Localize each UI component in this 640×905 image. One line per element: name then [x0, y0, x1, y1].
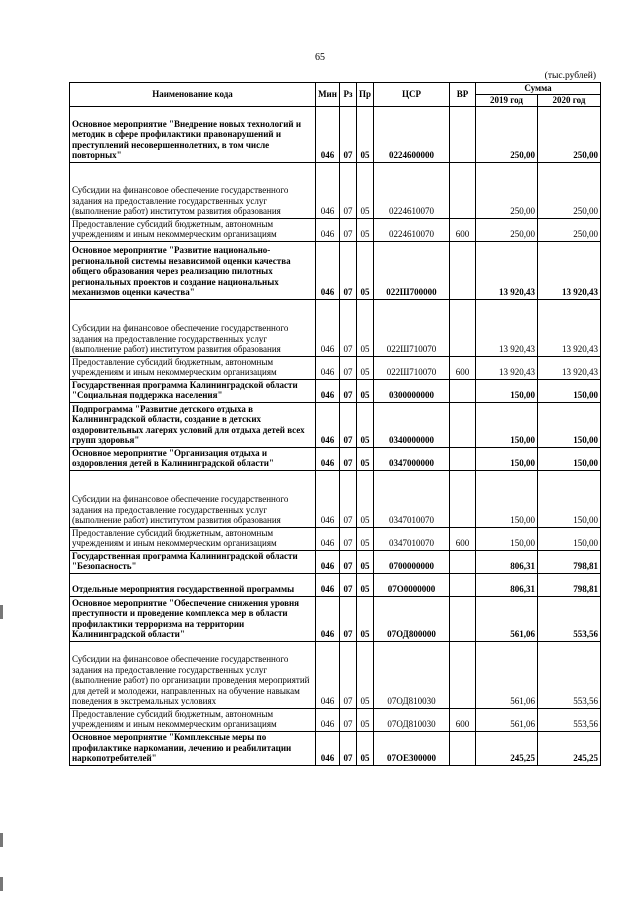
- cell-rz: 07: [340, 447, 357, 470]
- cell-y2020: 150,00: [538, 379, 601, 402]
- margin-mark: [0, 877, 3, 891]
- cell-vr: [450, 731, 476, 765]
- cell-y2019: 245,25: [476, 731, 538, 765]
- cell-name: Отдельные мероприятия государственной программы: [70, 573, 316, 596]
- cell-rz: 07: [340, 731, 357, 765]
- cell-y2019: 13 920,43: [476, 299, 538, 356]
- cell-y2019: 13 920,43: [476, 356, 538, 379]
- table-row: [70, 527, 601, 550]
- cell-name: Основное мероприятие "Внедрение новых технологий и методик в сфере профилактики правонарушений и преступлений несовершеннолетних, в том числе повторных": [70, 106, 316, 162]
- cell-pr: 05: [357, 218, 374, 241]
- header-sum: Сумма: [476, 83, 601, 95]
- margin-mark: [0, 605, 3, 619]
- cell-y2020: 245,25: [538, 731, 601, 765]
- cell-vr: [450, 106, 476, 162]
- cell-rz: 07: [340, 106, 357, 162]
- cell-y2019: 561,06: [476, 641, 538, 708]
- cell-min: 046: [316, 402, 340, 447]
- cell-min: 046: [316, 641, 340, 708]
- cell-min: 046: [316, 218, 340, 241]
- cell-min: 046: [316, 573, 340, 596]
- cell-rz: 07: [340, 641, 357, 708]
- cell-pr: 05: [357, 527, 374, 550]
- table-row: [70, 550, 601, 573]
- cell-vr: [450, 641, 476, 708]
- cell-y2019: 150,00: [476, 402, 538, 447]
- cell-pr: 05: [357, 550, 374, 573]
- cell-min: 046: [316, 106, 340, 162]
- cell-pr: 05: [357, 299, 374, 356]
- table-row: [70, 299, 601, 356]
- cell-rz: 07: [340, 527, 357, 550]
- cell-name: Субсидии на финансовое обеспечение государственного задания на предоставление государственных услуг (выполнение работ) по организации проведения мероприятий для детей и молодежи, направленных на обучение навыкам поведения в экстремальных условиях: [70, 641, 316, 708]
- cell-csr: 0347010070: [374, 470, 450, 527]
- cell-min: 046: [316, 162, 340, 218]
- header-pr: Пр: [357, 83, 374, 107]
- table-row: [70, 447, 601, 470]
- cell-y2019: 150,00: [476, 379, 538, 402]
- cell-pr: 05: [357, 356, 374, 379]
- table-row: [70, 379, 601, 402]
- cell-rz: 07: [340, 162, 357, 218]
- cell-name: Предоставление субсидий бюджетным, автономным учреждениям и иным некоммерческим организациям: [70, 356, 316, 379]
- cell-pr: 05: [357, 641, 374, 708]
- cell-vr: [450, 573, 476, 596]
- cell-y2020: 798,81: [538, 550, 601, 573]
- cell-rz: 07: [340, 379, 357, 402]
- cell-y2019: 150,00: [476, 527, 538, 550]
- table-row: [70, 641, 601, 708]
- cell-vr: [450, 447, 476, 470]
- header-2020: 2020 год: [538, 94, 601, 106]
- cell-name: Основное мероприятие "Развитие национально-региональной системы независимой оценки качества общего образования через реализацию пилотных региональных проектов и создание национальных механизмов оценки качества": [70, 241, 316, 299]
- cell-vr: [450, 162, 476, 218]
- cell-pr: 05: [357, 708, 374, 731]
- cell-pr: 05: [357, 447, 374, 470]
- cell-vr: [450, 402, 476, 447]
- cell-csr: 022Ш700000: [374, 241, 450, 299]
- cell-csr: 07О0000000: [374, 573, 450, 596]
- cell-y2020: 553,56: [538, 641, 601, 708]
- cell-vr: [450, 379, 476, 402]
- cell-y2020: 150,00: [538, 527, 601, 550]
- cell-vr: [450, 596, 476, 641]
- cell-min: 046: [316, 731, 340, 765]
- header-name: Наименование кода: [70, 83, 316, 107]
- cell-rz: 07: [340, 402, 357, 447]
- margin-mark: [0, 833, 3, 847]
- cell-rz: 07: [340, 596, 357, 641]
- cell-vr: [450, 470, 476, 527]
- cell-csr: 022Ш710070: [374, 356, 450, 379]
- cell-pr: 05: [357, 106, 374, 162]
- header-vr: ВР: [450, 83, 476, 107]
- header-2019: 2019 год: [476, 94, 538, 106]
- cell-min: 046: [316, 356, 340, 379]
- table-row: [70, 596, 601, 641]
- cell-y2019: 806,31: [476, 573, 538, 596]
- budget-table: [69, 82, 601, 766]
- cell-y2019: 250,00: [476, 218, 538, 241]
- cell-min: 046: [316, 299, 340, 356]
- cell-y2020: 250,00: [538, 218, 601, 241]
- cell-min: 046: [316, 241, 340, 299]
- cell-y2019: 561,06: [476, 596, 538, 641]
- cell-pr: 05: [357, 379, 374, 402]
- cell-csr: 0224610070: [374, 162, 450, 218]
- cell-name: Субсидии на финансовое обеспечение государственного задания на предоставление государственных услуг (выполнение работ) институтом развития образования: [70, 162, 316, 218]
- cell-y2019: 13 920,43: [476, 241, 538, 299]
- cell-rz: 07: [340, 356, 357, 379]
- cell-name: Предоставление субсидий бюджетным, автономным учреждениям и иным некоммерческим организациям: [70, 708, 316, 731]
- cell-rz: 07: [340, 470, 357, 527]
- cell-y2019: 150,00: [476, 447, 538, 470]
- cell-csr: 0224600000: [374, 106, 450, 162]
- cell-vr: [450, 241, 476, 299]
- cell-vr: 600: [450, 356, 476, 379]
- cell-vr: 600: [450, 527, 476, 550]
- cell-min: 046: [316, 596, 340, 641]
- cell-name: Государственная программа Калининградской области "Социальная поддержка населения": [70, 379, 316, 402]
- table-row: [70, 470, 601, 527]
- cell-min: 046: [316, 550, 340, 573]
- cell-name: Основное мероприятие "Комплексные меры по профилактике наркомании, лечению и реабилитации наркопотребителей": [70, 731, 316, 765]
- cell-csr: 0300000000: [374, 379, 450, 402]
- cell-vr: [450, 550, 476, 573]
- cell-csr: 07ОД810030: [374, 641, 450, 708]
- cell-pr: 05: [357, 402, 374, 447]
- cell-y2020: 553,56: [538, 596, 601, 641]
- cell-pr: 05: [357, 573, 374, 596]
- cell-name: Субсидии на финансовое обеспечение государственного задания на предоставление государственных услуг (выполнение работ) институтом развития образования: [70, 470, 316, 527]
- page-number: 65: [315, 52, 325, 63]
- cell-pr: 05: [357, 731, 374, 765]
- cell-pr: 05: [357, 470, 374, 527]
- cell-min: 046: [316, 470, 340, 527]
- cell-name: Основное мероприятие "Обеспечение снижения уровня преступности и проведение комплекса мер в области профилактики терроризма на территории Калининградской области": [70, 596, 316, 641]
- cell-pr: 05: [357, 241, 374, 299]
- cell-y2020: 150,00: [538, 447, 601, 470]
- cell-y2020: 798,81: [538, 573, 601, 596]
- cell-y2020: 150,00: [538, 402, 601, 447]
- cell-name: Предоставление субсидий бюджетным, автономным учреждениям и иным некоммерческим организациям: [70, 527, 316, 550]
- table-row: [70, 106, 601, 162]
- cell-vr: 600: [450, 218, 476, 241]
- cell-csr: 07ОД810030: [374, 708, 450, 731]
- table-row: [70, 573, 601, 596]
- cell-csr: 0347010070: [374, 527, 450, 550]
- cell-csr: 022Ш710070: [374, 299, 450, 356]
- table-row: [70, 356, 601, 379]
- header-rz: Рз: [340, 83, 357, 107]
- cell-vr: 600: [450, 708, 476, 731]
- cell-y2020: 250,00: [538, 106, 601, 162]
- cell-min: 046: [316, 527, 340, 550]
- table-row: [70, 402, 601, 447]
- cell-csr: 07ОЕ300000: [374, 731, 450, 765]
- cell-csr: 0700000000: [374, 550, 450, 573]
- cell-y2019: 150,00: [476, 470, 538, 527]
- cell-rz: 07: [340, 550, 357, 573]
- cell-rz: 07: [340, 241, 357, 299]
- cell-name: Основное мероприятие "Организация отдыха и оздоровления детей в Калининградской области": [70, 447, 316, 470]
- table-row: [70, 162, 601, 218]
- cell-csr: 0347000000: [374, 447, 450, 470]
- cell-pr: 05: [357, 162, 374, 218]
- cell-pr: 05: [357, 596, 374, 641]
- table-row: [70, 708, 601, 731]
- table-row: [70, 731, 601, 765]
- cell-name: Субсидии на финансовое обеспечение государственного задания на предоставление государственных услуг (выполнение работ) институтом развития образования: [70, 299, 316, 356]
- cell-rz: 07: [340, 299, 357, 356]
- cell-min: 046: [316, 379, 340, 402]
- cell-y2020: 13 920,43: [538, 241, 601, 299]
- cell-name: Предоставление субсидий бюджетным, автономным учреждениям и иным некоммерческим организациям: [70, 218, 316, 241]
- cell-csr: 0340000000: [374, 402, 450, 447]
- cell-rz: 07: [340, 573, 357, 596]
- cell-rz: 07: [340, 218, 357, 241]
- header-csr: ЦСР: [374, 83, 450, 107]
- cell-y2020: 553,56: [538, 708, 601, 731]
- cell-min: 046: [316, 447, 340, 470]
- units-label: (тыс.рублей): [544, 71, 596, 81]
- cell-name: Государственная программа Калининградской области "Безопасность": [70, 550, 316, 573]
- cell-y2019: 561,06: [476, 708, 538, 731]
- cell-name: Подпрограмма "Развитие детского отдыха в Калининградской области, создание в детских оздоровительных лагерях условий для отдыха детей всех групп здоровья": [70, 402, 316, 447]
- cell-min: 046: [316, 708, 340, 731]
- cell-y2020: 13 920,43: [538, 356, 601, 379]
- table-row: [70, 241, 601, 299]
- cell-rz: 07: [340, 708, 357, 731]
- cell-y2019: 250,00: [476, 106, 538, 162]
- cell-y2019: 250,00: [476, 162, 538, 218]
- cell-y2020: 13 920,43: [538, 299, 601, 356]
- cell-y2019: 806,31: [476, 550, 538, 573]
- cell-vr: [450, 299, 476, 356]
- cell-csr: 0224610070: [374, 218, 450, 241]
- header-min: Мин: [316, 83, 340, 107]
- cell-csr: 07ОД800000: [374, 596, 450, 641]
- cell-y2020: 250,00: [538, 162, 601, 218]
- cell-y2020: 150,00: [538, 470, 601, 527]
- table-row: [70, 218, 601, 241]
